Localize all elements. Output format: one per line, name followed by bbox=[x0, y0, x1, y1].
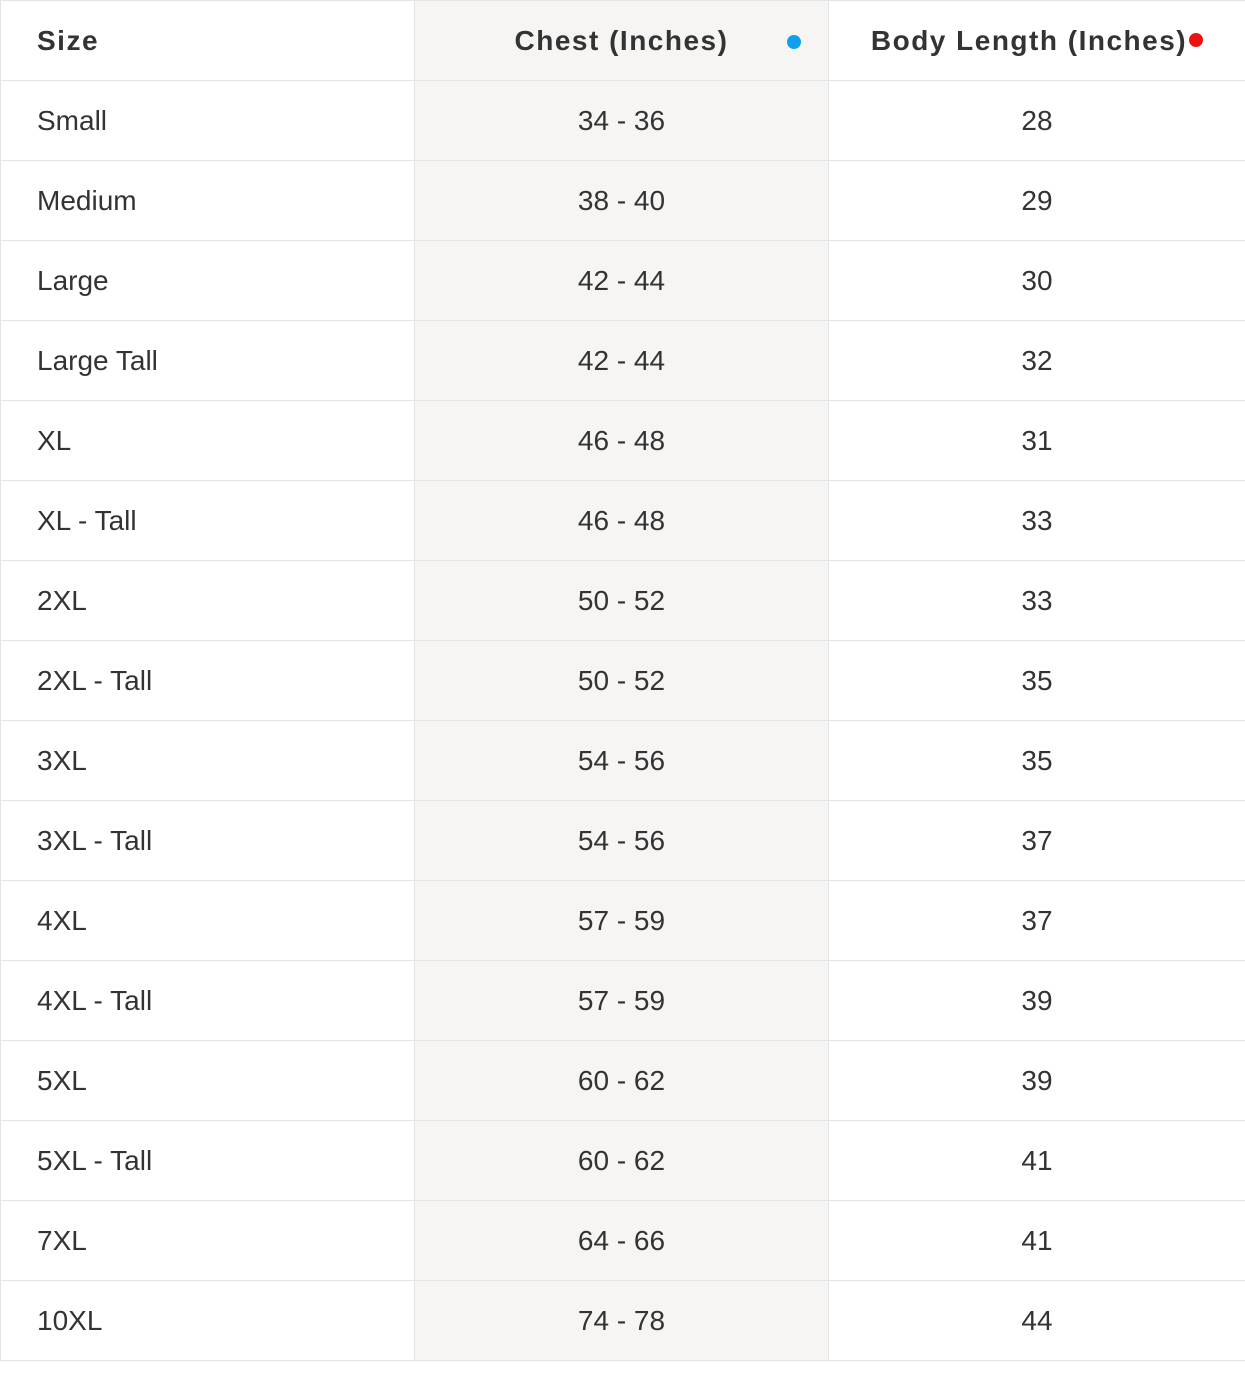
cell-chest: 50 - 52 bbox=[415, 561, 829, 641]
cell-body-length: 33 bbox=[829, 481, 1245, 561]
cell-chest: 54 - 56 bbox=[415, 801, 829, 881]
cell-chest: 64 - 66 bbox=[415, 1201, 829, 1281]
cell-size: 4XL - Tall bbox=[1, 961, 415, 1041]
cell-chest: 34 - 36 bbox=[415, 81, 829, 161]
table-row bbox=[1, 1121, 1245, 1201]
cell-body-length: 44 bbox=[829, 1281, 1245, 1361]
cell-body-length: 30 bbox=[829, 241, 1245, 321]
red-dot-icon bbox=[1189, 33, 1203, 47]
cell-chest: 50 - 52 bbox=[415, 641, 829, 721]
cell-chest: 42 - 44 bbox=[415, 321, 829, 401]
cell-size: 2XL - Tall bbox=[1, 641, 415, 721]
cell-size: Large bbox=[1, 241, 415, 321]
table-header bbox=[1, 1, 1245, 81]
table-row bbox=[1, 881, 1245, 961]
blue-dot-icon bbox=[787, 35, 801, 49]
table-row bbox=[1, 161, 1245, 241]
cell-size: 5XL - Tall bbox=[1, 1121, 415, 1201]
cell-chest: 42 - 44 bbox=[415, 241, 829, 321]
table-row bbox=[1, 561, 1245, 641]
cell-size: 2XL bbox=[1, 561, 415, 641]
cell-chest: 57 - 59 bbox=[415, 961, 829, 1041]
cell-size: Large Tall bbox=[1, 321, 415, 401]
cell-body-length: 35 bbox=[829, 641, 1245, 721]
header-row bbox=[1, 1, 1245, 81]
cell-body-length: 28 bbox=[829, 81, 1245, 161]
cell-size: 5XL bbox=[1, 1041, 415, 1121]
cell-body-length: 31 bbox=[829, 401, 1245, 481]
table-row bbox=[1, 641, 1245, 721]
table-row bbox=[1, 241, 1245, 321]
table-row bbox=[1, 81, 1245, 161]
table-row bbox=[1, 801, 1245, 881]
cell-size: 3XL - Tall bbox=[1, 801, 415, 881]
cell-chest: 38 - 40 bbox=[415, 161, 829, 241]
header-size: Size bbox=[1, 1, 415, 81]
cell-body-length: 37 bbox=[829, 881, 1245, 961]
table-row bbox=[1, 961, 1245, 1041]
cell-chest: 60 - 62 bbox=[415, 1041, 829, 1121]
cell-body-length: 39 bbox=[829, 961, 1245, 1041]
header-chest bbox=[415, 1, 829, 81]
cell-size: 10XL bbox=[1, 1281, 415, 1361]
cell-body-length: 37 bbox=[829, 801, 1245, 881]
cell-size: 4XL bbox=[1, 881, 415, 961]
cell-body-length: 33 bbox=[829, 561, 1245, 641]
cell-size: Medium bbox=[1, 161, 415, 241]
cell-body-length: 32 bbox=[829, 321, 1245, 401]
cell-size: Small bbox=[1, 81, 415, 161]
cell-chest: 54 - 56 bbox=[415, 721, 829, 801]
cell-chest: 46 - 48 bbox=[415, 481, 829, 561]
cell-body-length: 41 bbox=[829, 1201, 1245, 1281]
header-chest-label: Chest (Inches) bbox=[514, 24, 729, 56]
cell-size: XL - Tall bbox=[1, 481, 415, 561]
table-row bbox=[1, 401, 1245, 481]
table-row bbox=[1, 1201, 1245, 1281]
header-body-length-label: Body Length (Inches) bbox=[870, 24, 1188, 56]
cell-chest: 60 - 62 bbox=[415, 1121, 829, 1201]
table-row bbox=[1, 481, 1245, 561]
cell-size: 7XL bbox=[1, 1201, 415, 1281]
cell-body-length: 29 bbox=[829, 161, 1245, 241]
cell-body-length: 41 bbox=[829, 1121, 1245, 1201]
table-row bbox=[1, 1281, 1245, 1361]
cell-chest: 74 - 78 bbox=[415, 1281, 829, 1361]
cell-chest: 46 - 48 bbox=[415, 401, 829, 481]
table-row bbox=[1, 321, 1245, 401]
cell-body-length: 39 bbox=[829, 1041, 1245, 1121]
table-row bbox=[1, 1041, 1245, 1121]
cell-body-length: 35 bbox=[829, 721, 1245, 801]
cell-size: 3XL bbox=[1, 721, 415, 801]
header-body-length bbox=[829, 1, 1245, 81]
table-body bbox=[1, 81, 1245, 1361]
table-row bbox=[1, 721, 1245, 801]
cell-size: XL bbox=[1, 401, 415, 481]
cell-chest: 57 - 59 bbox=[415, 881, 829, 961]
